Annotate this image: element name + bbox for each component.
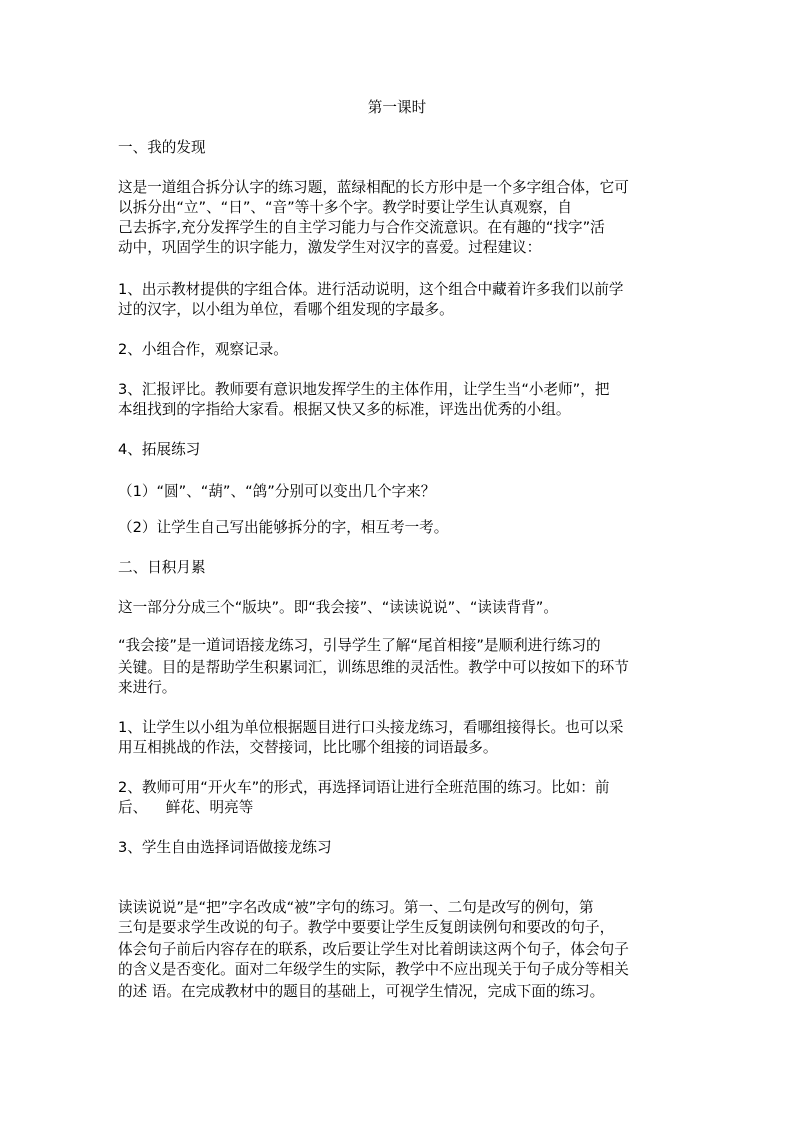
paragraph-line: 这一部分分成三个“版块”。即“我会接”、“读读说说”、“读读背背”。 — [118, 599, 558, 616]
paragraph-line: 过的汉字，以小组为单位，看哪个组发现的字最多。 — [118, 301, 454, 318]
paragraph-line: 2、教师可用“开火车”的形式，再选择词语让进行全班范围的练习。比如：前 — [118, 779, 610, 796]
paragraph-line: 后、 鲜花、明亮等 — [118, 799, 254, 816]
paragraph-line: 关键。目的是帮助学生积累词汇，训练思维的灵活性。教学中可以按如下的环节 — [118, 659, 629, 676]
paragraph-line: （1）“圆”、“葫”、“鸽”分别可以变出几个字来？ — [118, 483, 436, 500]
paragraph-line: 1、出示教材提供的字组合体。进行活动说明，这个组合中藏着许多我们以前学 — [118, 281, 624, 298]
paragraph-line: 的含义是否变化。面对二年级学生的实际，教学中不应出现关于句子成分等相关 — [118, 961, 629, 978]
paragraph-line: 以拆分出“立”、“日”、“音”等十多个字。教学时要让学生认真观察，自 — [118, 199, 572, 216]
paragraph-line: 己去拆字,充分发挥学生的自主学习能力与合作交流意识。在有趣的“找字”活 — [118, 219, 605, 236]
section-heading-2: 二、日积月累 — [118, 559, 206, 576]
paragraph-line: 用互相挑战的作法，交替接词，比比哪个组接的词语最多。 — [118, 739, 498, 756]
paragraph-line: “我会接”是一道词语接龙练习，引导学生了解“尾首相接”是顺利进行练习的 — [118, 637, 601, 654]
paragraph-line: 这是一道组合拆分认字的练习题，蓝绿相配的长方形中是一个多字组合体，它可 — [118, 179, 629, 196]
paragraph-line: 本组找到的字指给大家看。根据又快又多的标准，评选出优秀的小组。 — [118, 401, 571, 418]
paragraph-line: （2）让学生自己写出能够拆分的字，相互考一考。 — [118, 519, 449, 536]
paragraph-line: 来进行。 — [118, 679, 177, 696]
paragraph-line: 1、让学生以小组为单位根据题目进行口头接龙练习，看哪组接得长。也可以采 — [118, 719, 624, 736]
paragraph-line: 读读说说”是“把”字名改成“被”字句的练习。第一、二句是改写的例句，第 — [118, 899, 594, 916]
paragraph-line: 三句是要求学生改说的句子。教学中要要让学生反复朗读例句和要改的句子， — [118, 919, 615, 936]
paragraph-line: 动中，巩固学生的识字能力，激发学生对汉字的喜爱。过程建议： — [118, 239, 542, 256]
paragraph-line: 3、学生自由选择词语做接龙练习 — [118, 839, 332, 856]
paragraph-line: 的述 语。在完成教材中的题目的基础上，可视学生情况，完成下面的练习。 — [118, 983, 605, 1000]
section-heading-1: 一、我的发现 — [118, 139, 206, 156]
paragraph-line: 3、汇报评比。教师要有意识地发挥学生的主体作用，让学生当“小老师”，把 — [118, 381, 610, 398]
page-title: 第一课时 — [367, 99, 427, 116]
paragraph-line: 体会句子前后内容存在的联系，改后要让学生对比着朗读这两个句子，体会句子 — [118, 941, 629, 958]
paragraph-line: 2、小组合作，观察记录。 — [118, 341, 288, 358]
paragraph-line: 4、拓展练习 — [118, 441, 201, 458]
